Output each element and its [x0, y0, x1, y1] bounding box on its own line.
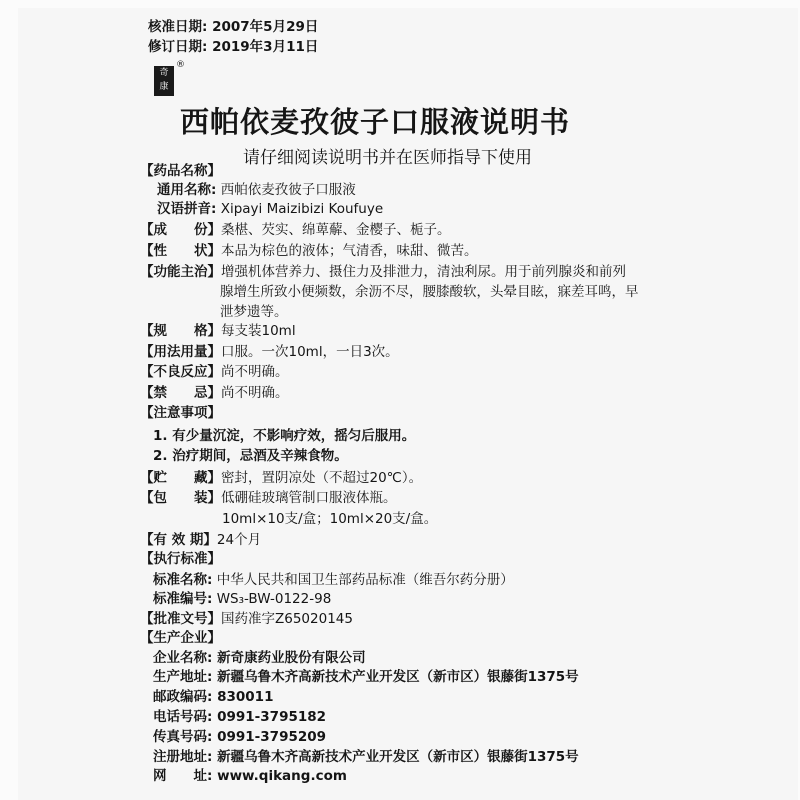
standard-number: 标准编号: WS₃-BW-0122-98 [153, 591, 332, 607]
website: 网 址: www.qikang.com [153, 768, 347, 784]
precaution-2: 2. 治疗期间，忌酒及辛辣食物。 [153, 448, 348, 464]
specification: 【规 格】每支装10ml [140, 323, 296, 339]
approval-date: 核准日期: 2007年5月29日 [148, 19, 319, 35]
adverse-reactions: 【不良反应】尚不明确。 [140, 364, 289, 380]
brand-logo: 奇 康 [154, 66, 174, 96]
document-title: 西帕依麦孜彼子口服液说明书 [180, 105, 571, 139]
properties: 【性 状】本品为棕色的液体；气清香，味甜、微苦。 [140, 243, 478, 259]
section-standard: 【执行标准】 [140, 551, 221, 567]
section-manufacturer: 【生产企业】 [140, 630, 221, 646]
company-name: 企业名称: 新奇康药业股份有限公司 [153, 650, 366, 666]
phone-number: 电话号码: 0991-3795182 [153, 709, 327, 725]
section-precautions: 【注意事项】 [140, 405, 221, 421]
ingredients: 【成 份】桑椹、芡实、绵萆薢、金樱子、栀子。 [140, 222, 451, 238]
validity: 【有 效 期】24个月 [140, 532, 262, 548]
indications: 【功能主治】增强机体营养力、摄住力及排泄力，清浊利尿。用于前列腺炎和前列 [140, 264, 626, 280]
packaging-line2: 10ml×10支/盒；10ml×20支/盒。 [222, 511, 438, 527]
pinyin-name: 汉语拼音: Xipayi Maizibizi Koufuye [157, 201, 384, 217]
document-subtitle: 请仔细阅读说明书并在医师指导下使用 [243, 148, 532, 168]
registered-address: 注册地址: 新疆乌鲁木齐高新技术产业开发区（新市区）银藤街1375号 [153, 749, 579, 765]
storage: 【贮 藏】密封，置阴凉处（不超过20℃）。 [140, 470, 423, 486]
precaution-1: 1. 有少量沉淀，不影响疗效，摇匀后服用。 [153, 428, 416, 444]
dosage: 【用法用量】口服。一次10ml，一日3次。 [140, 344, 399, 360]
approval-number: 【批准文号】国药准字Z65020145 [140, 611, 353, 627]
section-drug-name: 【药品名称】 [140, 163, 221, 179]
revision-date: 修订日期: 2019年3月11日 [148, 39, 319, 55]
fax-number: 传真号码: 0991-3795209 [153, 729, 327, 745]
generic-name: 通用名称: 西帕依麦孜彼子口服液 [157, 182, 356, 198]
indications-line3: 泄梦遗等。 [220, 304, 288, 320]
indications-line2: 腺增生所致小便频数，余沥不尽，腰膝酸软，头晕目眩，寐差耳鸣，早 [220, 284, 639, 300]
contraindications: 【禁 忌】尚不明确。 [140, 385, 289, 401]
standard-name: 标准名称: 中华人民共和国卫生部药品标准（维吾尔药分册） [153, 572, 514, 588]
registered-mark: ® [176, 60, 185, 70]
production-address: 生产地址: 新疆乌鲁木齐高新技术产业开发区（新市区）银藤街1375号 [153, 669, 579, 685]
postal-code: 邮政编码: 830011 [153, 689, 274, 705]
packaging: 【包 装】低硼硅玻璃管制口服液体瓶。 [140, 490, 397, 506]
